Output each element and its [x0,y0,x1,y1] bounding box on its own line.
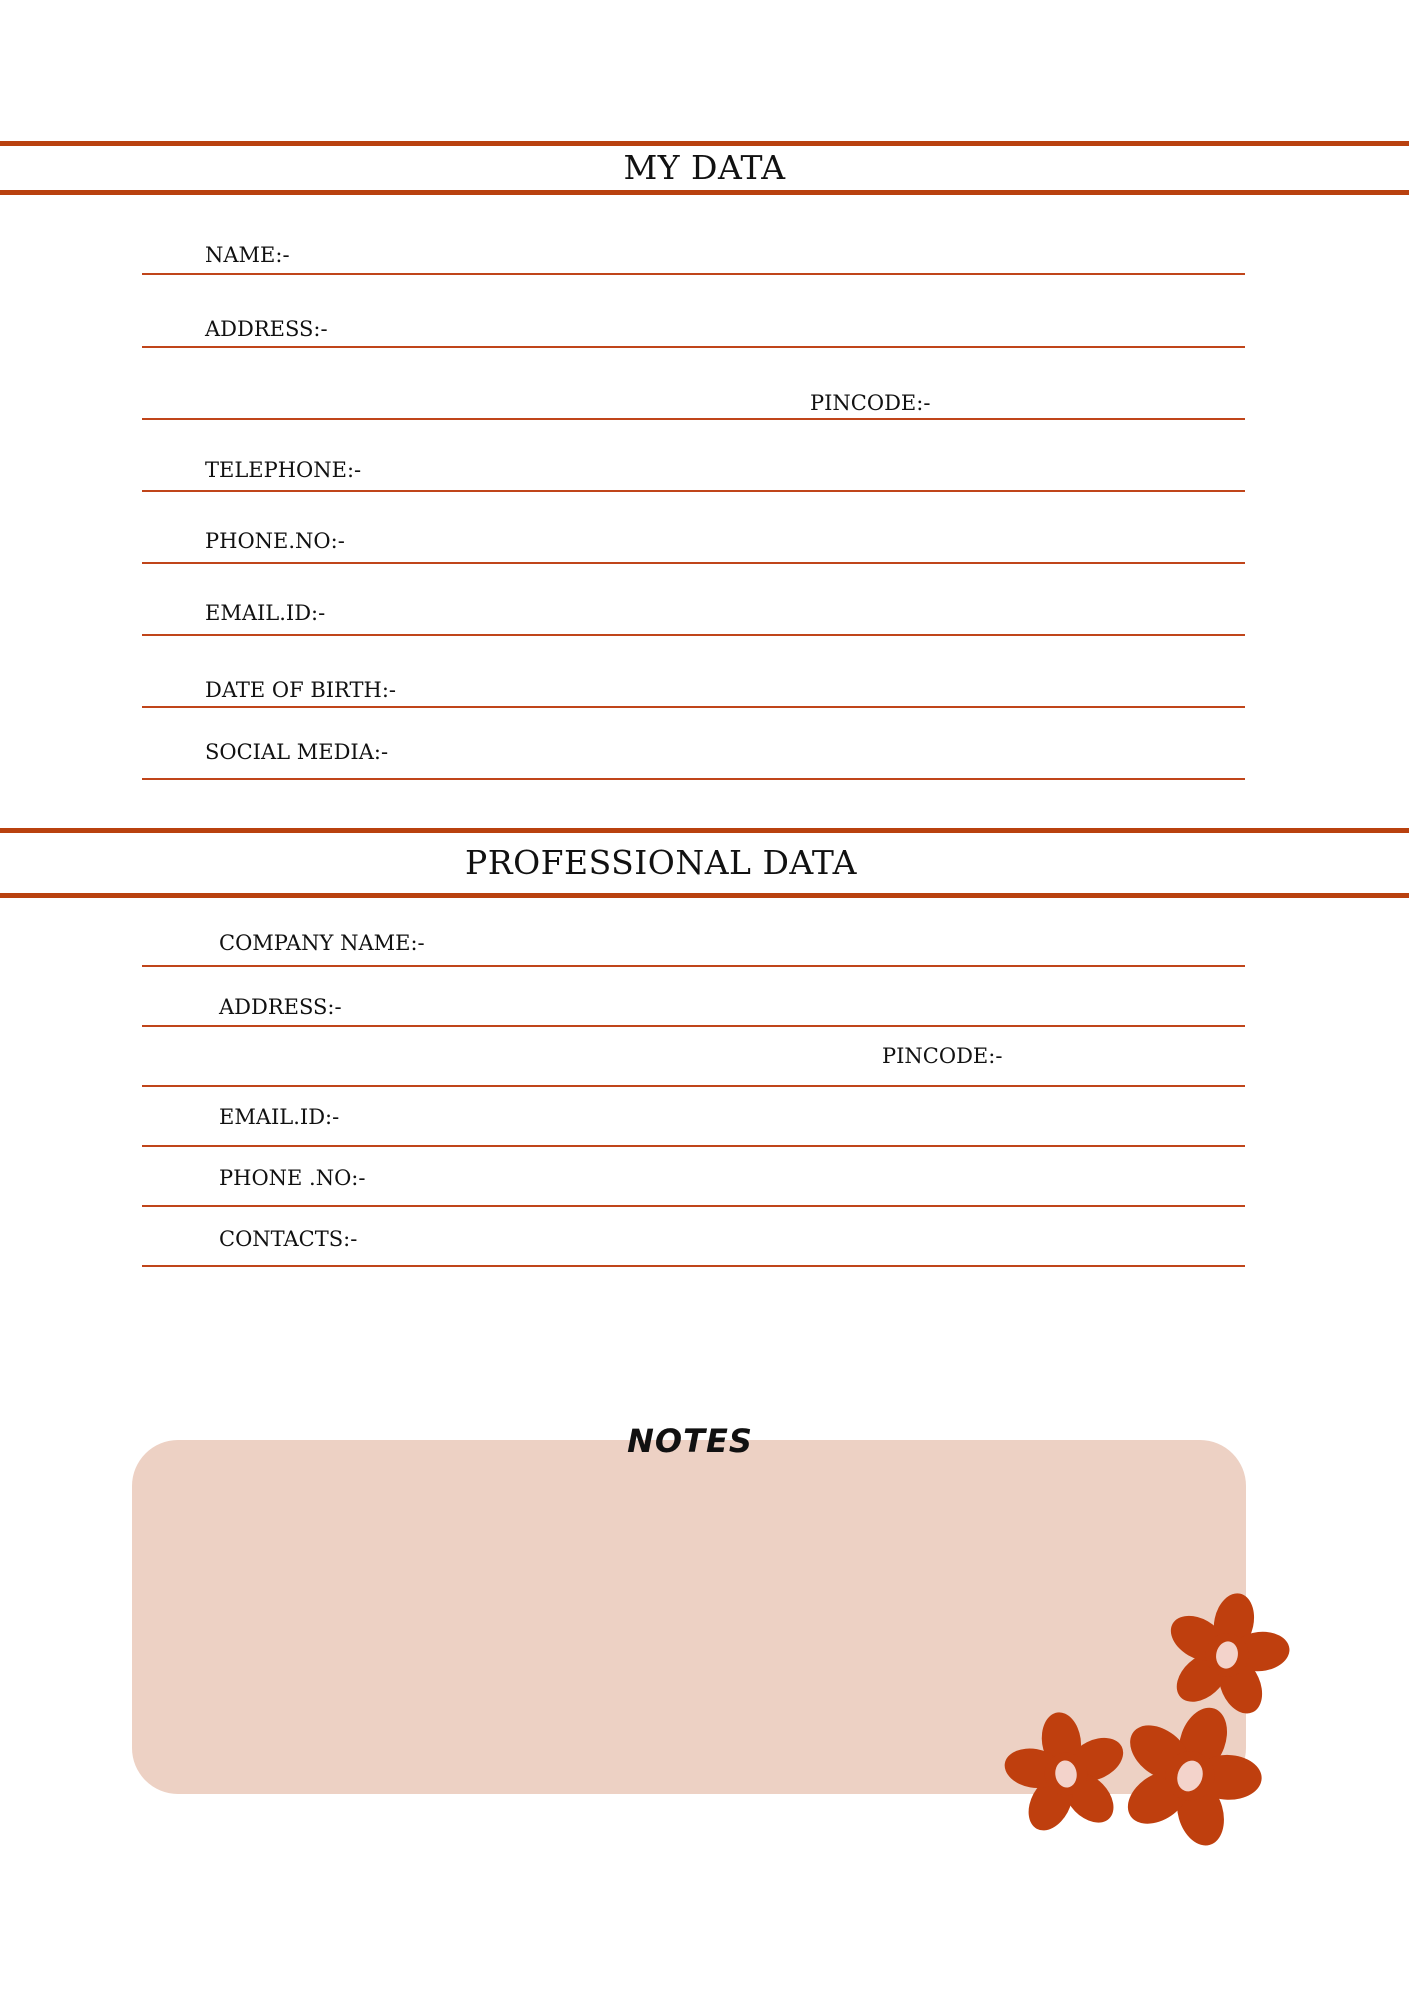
address-continuation-line[interactable] [142,418,1245,420]
contacts-line[interactable] [142,1265,1245,1267]
contacts-label: CONTACTS:- [215,1226,361,1252]
social-media-label: SOCIAL MEDIA:- [201,739,392,765]
company-address-line[interactable] [142,1025,1245,1027]
company-email-id-label: EMAIL.ID:- [215,1104,343,1130]
company-pincode-line[interactable] [142,1085,1245,1087]
pincode-label: PINCODE:- [806,390,934,416]
address-line[interactable] [142,346,1245,348]
company-address-label: ADDRESS:- [215,994,346,1020]
email-id-label: EMAIL.ID:- [201,600,329,626]
professional-data-title: PROFESSIONAL DATA [465,843,857,882]
name-label: NAME:- [201,242,294,268]
telephone-label: TELEPHONE:- [201,457,365,483]
professional-data-top-border [0,828,1409,833]
phone-no-label: PHONE.NO:- [201,528,349,554]
company-phone-no-label: PHONE .NO:- [215,1165,369,1191]
my-data-top-border [0,141,1409,146]
date-of-birth-line[interactable] [142,706,1245,708]
company-name-label: COMPANY NAME:- [215,930,429,956]
phone-no-line[interactable] [142,562,1245,564]
email-id-line[interactable] [142,634,1245,636]
company-phone-no-line[interactable] [142,1205,1245,1207]
company-name-line[interactable] [142,965,1245,967]
company-pincode-label: PINCODE:- [878,1043,1006,1069]
social-media-line[interactable] [142,778,1245,780]
name-line[interactable] [142,273,1245,275]
address-label: ADDRESS:- [201,316,332,342]
my-data-bottom-border [0,190,1409,195]
company-email-id-line[interactable] [142,1145,1245,1147]
date-of-birth-label: DATE OF BIRTH:- [201,677,400,703]
notes-box[interactable] [132,1440,1246,1794]
professional-data-bottom-border [0,893,1409,898]
telephone-line[interactable] [142,490,1245,492]
notes-title: NOTES [627,1422,753,1460]
my-data-title: MY DATA [623,148,786,187]
